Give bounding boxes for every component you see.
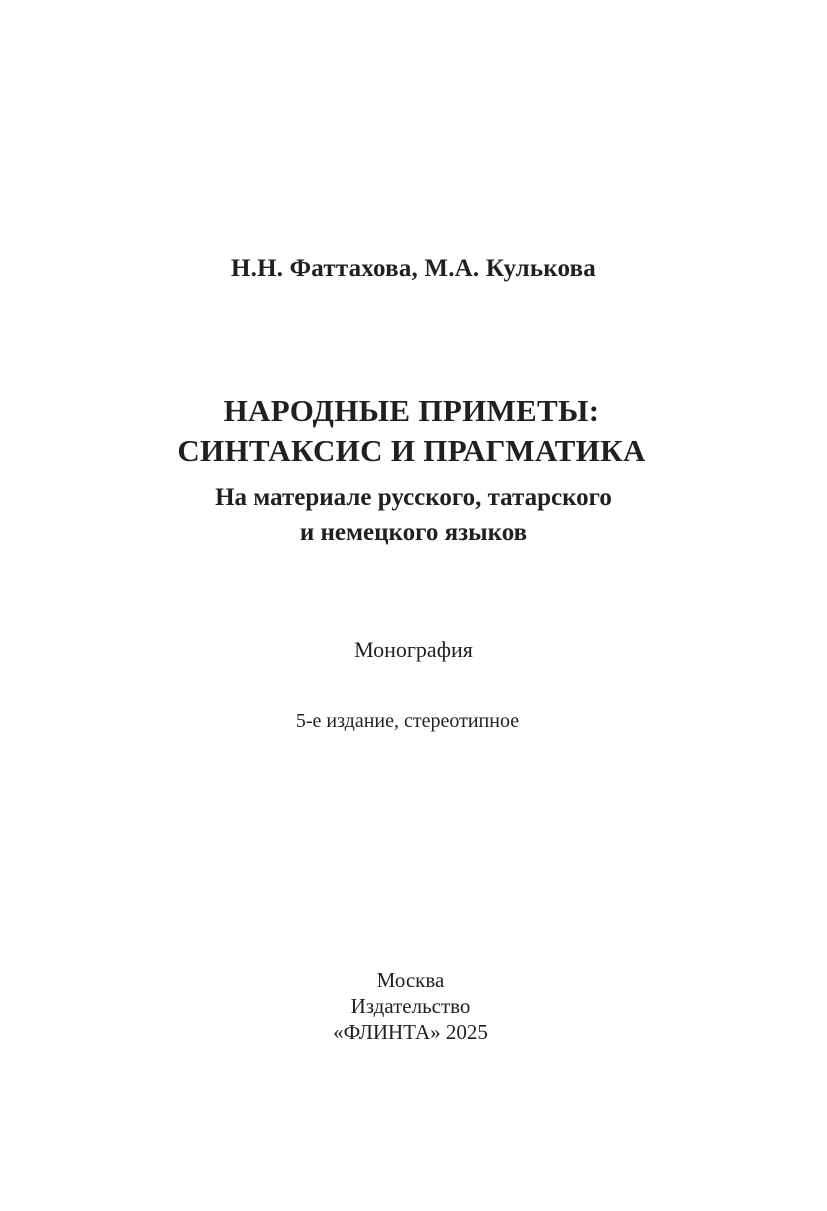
book-title-line-2: СИНТАКСИС И ПРАГМАТИКА xyxy=(177,433,646,468)
imprint-publisher-year: «ФЛИНТА» 2025 xyxy=(333,1020,488,1044)
edition-label: 5-е издание, стереотипное xyxy=(295,710,520,732)
authors: Н.Н. Фаттахова, М.А. Кулькова xyxy=(230,255,597,282)
book-subtitle-line-2: и немецкого языков xyxy=(299,519,528,546)
imprint-city: Москва xyxy=(376,968,445,992)
imprint-publisher-label: Издательство xyxy=(350,994,471,1018)
book-subtitle-line-1: На материале русского, татарского xyxy=(215,484,612,511)
book-title-line-1: НАРОДНЫЕ ПРИМЕТЫ: xyxy=(223,393,600,428)
genre-label: Монография xyxy=(354,637,473,662)
